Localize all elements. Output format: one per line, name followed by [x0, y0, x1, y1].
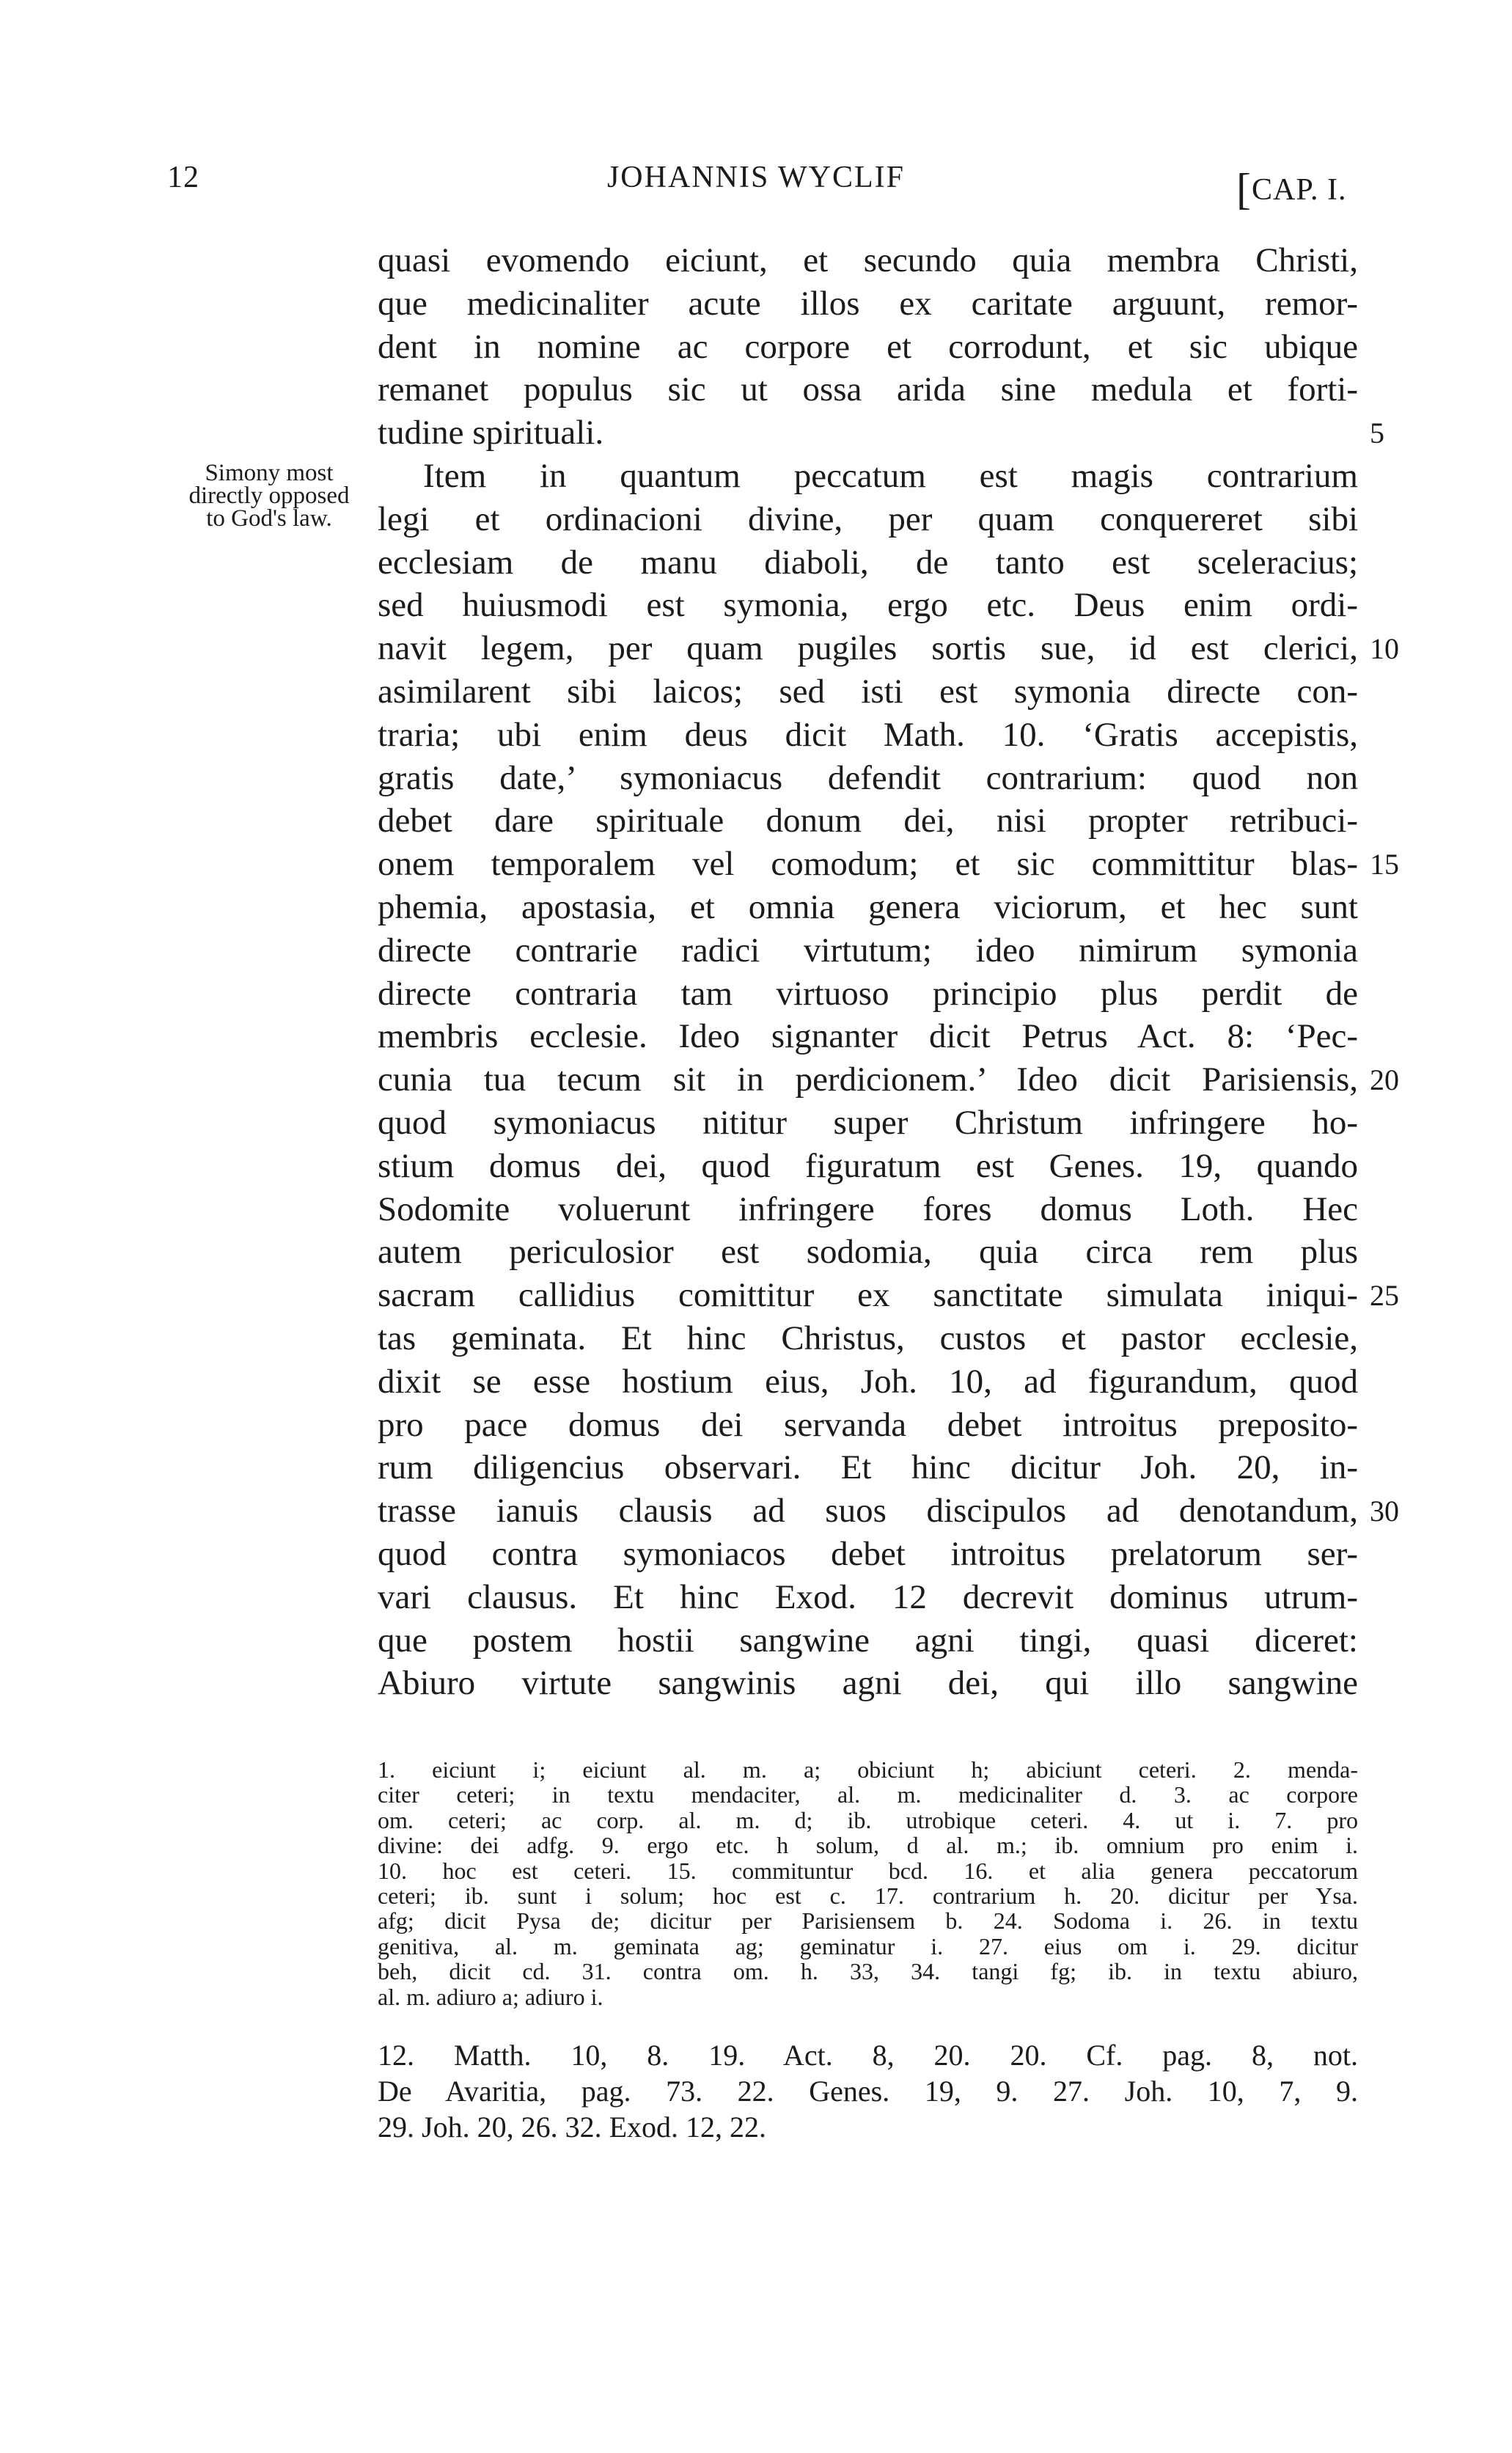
text-line: tas geminata. Et hinc Christus, custos et pastor ecclesie,: [378, 1319, 1358, 1357]
text-line: remanet populus sic ut ossa arida sine medula et forti-: [378, 370, 1358, 409]
chapter-bracket: [: [1236, 165, 1252, 213]
text-line: directe contraria tam virtuoso principio plus perdit de: [378, 974, 1358, 1013]
margin-note-line: Simony most: [205, 460, 334, 486]
text-line: quasi evomendo eiciunt, et secundo quia membra Christi,: [378, 241, 1358, 279]
text-line: quod symoniacus nititur super Christum infringere ho-: [378, 1103, 1358, 1142]
text-line: tudine spirituali.: [378, 414, 604, 452]
source-references: [378, 2037, 1358, 2145]
reference-line: 12. Matth. 10, 8. 19. Act. 8, 20. 20. Cf. pag. 8, not.: [378, 2039, 1358, 2072]
apparatus-line: citer ceteri; in textu mendaciter, al. m. medicinaliter d. 3. ac corpore: [378, 1781, 1358, 1808]
margin-note-line: directly opposed: [188, 483, 350, 509]
text-line: pro pace domus dei servanda debet introitus preposito-: [378, 1405, 1358, 1444]
text-line: trasse ianuis clausis ad suos discipulos ad denotandum,: [378, 1492, 1358, 1530]
line-number: 30: [1370, 1495, 1399, 1528]
reference-line: De Avaritia, pag. 73. 22. Genes. 19, 9. 27. Joh. 10, 7, 9.: [378, 2075, 1358, 2108]
line-number: 5: [1370, 417, 1384, 450]
apparatus-line: afg; dicit Pysa de; dicitur per Parisiensem b. 24. Sodoma i. 26. in textu: [378, 1907, 1358, 1935]
text-line: ecclesiam de manu diaboli, de tanto est sceleracius;: [378, 543, 1358, 582]
text-line: dent in nomine ac corpore et corrodunt, et sic ubique: [378, 327, 1358, 366]
apparatus-line: 1. eiciunt i; eiciunt al. m. a; obiciunt h; abiciunt ceteri. 2. menda-: [378, 1756, 1358, 1783]
apparatus-line: beh, dicit cd. 31. contra om. h. 33, 34. tangi fg; ib. in textu abiuro,: [378, 1958, 1358, 1985]
line-number: 25: [1370, 1279, 1399, 1313]
text-line: asimilarent sibi laicos; sed isti est symonia directe con-: [378, 672, 1358, 711]
text-line: onem temporalem vel comodum; et sic committitur blas-: [378, 845, 1358, 884]
text-line: que medicinaliter acute illos ex caritate arguunt, remor-: [378, 284, 1358, 323]
apparatus-line: al. m. adiuro a; adiuro i.: [378, 1983, 603, 2010]
apparatus-line: 10. hoc est ceteri. 15. commituntur bcd. 16. et alia genera peccatorum: [378, 1857, 1358, 1884]
text-line: Item in quantum peccatum est magis contrarium: [423, 456, 1358, 495]
text-line: Sodomite voluerunt infringere fores domus Loth. Hec: [378, 1189, 1358, 1228]
text-line: rum diligencius observari. Et hinc dicitur Joh. 20, in-: [378, 1448, 1358, 1487]
text-line: debet dare spirituale donum dei, nisi propter retribuci-: [378, 802, 1358, 840]
text-line: quod contra symoniacos debet introitus prelatorum ser-: [378, 1534, 1358, 1573]
text-line: phemia, apostasia, et omnia genera viciorum, et hec sunt: [378, 887, 1358, 926]
apparatus-line: om. ceteri; ac corp. al. m. d; ib. utrobique ceteri. 4. ut i. 7. pro: [378, 1806, 1358, 1833]
apparatus-line: genitiva, al. m. geminata ag; geminatur i. 27. eius om i. 29. dicitur: [378, 1932, 1358, 1959]
text-line: directe contrarie radici virtutum; ideo nimirum symonia: [378, 931, 1358, 969]
apparatus-line: ceteri; ib. sunt i solum; hoc est c. 17. contrarium h. 20. dicitur per Ysa.: [378, 1882, 1358, 1909]
text-line: dixit se esse hostium eius, Joh. 10, ad figurandum, quod: [378, 1362, 1358, 1401]
text-line: navit legem, per quam pugiles sortis sue, id est clerici,: [378, 629, 1358, 668]
text-line: membris ecclesie. Ideo signanter dicit Petrus Act. 8: ‘Pec-: [378, 1017, 1358, 1056]
line-number: 10: [1370, 632, 1399, 666]
critical-apparatus: [378, 1757, 1358, 2009]
margin-note-line: to God's law.: [206, 505, 332, 532]
line-number: 15: [1370, 848, 1399, 881]
text-line: Abiuro virtute sangwinis agni dei, qui illo sangwine: [378, 1664, 1358, 1703]
text-line: vari clausus. Et hinc Exod. 12 decrevit dominus utrum-: [378, 1577, 1358, 1616]
text-line: sacram callidius comittitur ex sanctitate simulata iniqui-: [378, 1276, 1358, 1315]
text-line: que postem hostii sangwine agni tingi, quasi diceret:: [378, 1621, 1358, 1660]
margin-note: [163, 462, 375, 530]
apparatus-line: divine: dei adfg. 9. ergo etc. h solum, d al. m.; ib. omnium pro enim i.: [378, 1832, 1358, 1859]
running-title: JOHANNIS WYCLIF: [606, 161, 906, 194]
text-line: cunia tua tecum sit in perdicionem.’ Ideo dicit Parisiensis,: [378, 1060, 1358, 1099]
line-number: 20: [1370, 1063, 1399, 1097]
text-line: gratis date,’ symoniacus defendit contrarium: quod non: [378, 758, 1358, 797]
main-text: [378, 239, 1358, 1705]
text-line: stium domus dei, quod figuratum est Genes. 19, quando: [378, 1146, 1358, 1185]
chapter-heading: [1236, 160, 1347, 213]
text-line: autem periculosior est sodomia, quia circa rem plus: [378, 1233, 1358, 1272]
reference-line: 29. Joh. 20, 26. 32. Exod. 12, 22.: [378, 2111, 766, 2144]
page-number: 12: [167, 161, 199, 194]
text-line: sed huiusmodi est symonia, ergo etc. Deus enim ordi-: [378, 586, 1358, 625]
chapter-label: CAP. I.: [1251, 173, 1347, 207]
text-line: legi et ordinacioni divine, per quam conquereret sibi: [378, 499, 1358, 538]
text-line: traria; ubi enim deus dicit Math. 10. ‘Gratis accepistis,: [378, 715, 1358, 754]
